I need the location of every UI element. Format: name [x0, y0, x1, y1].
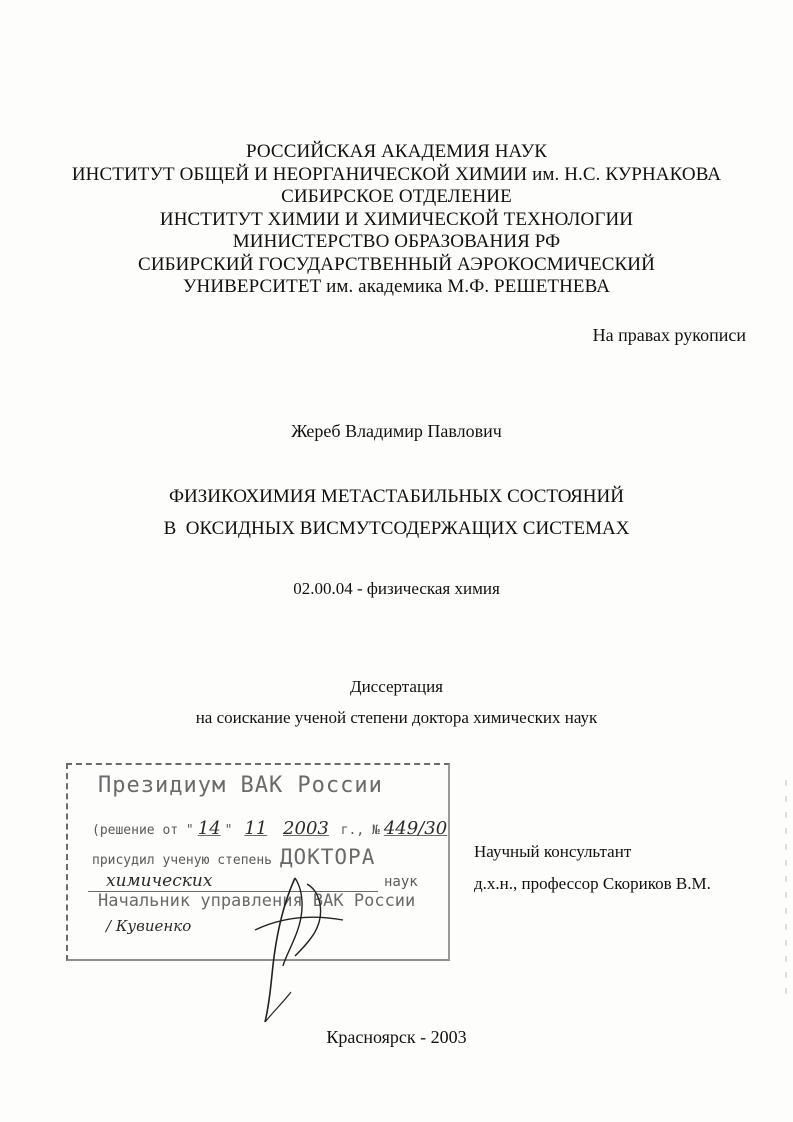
scan-edge-mark — [783, 780, 789, 1000]
title-line-1: ФИЗИКОХИМИЯ МЕТАСТАБИЛЬНЫХ СОСТОЯНИЙ — [169, 486, 624, 507]
author-name: Жереб Владимир Павлович — [291, 421, 502, 441]
stamp-science: химических — [88, 871, 378, 892]
handwritten-signature — [225, 870, 365, 1030]
stamp-decision-line — [92, 818, 451, 839]
stamp-number-prefix: г., № — [340, 823, 380, 838]
stamp-month: 11 — [244, 818, 268, 839]
header-line-institute: ИНСТИТУТ ОБЩЕЙ И НЕОРГАНИЧЕСКОЙ ХИМИИ им. Н.С. КУРНАКОВА — [71, 163, 722, 185]
stamp-year: 2003 — [283, 818, 329, 839]
stamp-number: 449/30 — [383, 818, 448, 839]
specialty-code: 02.00.04 - физическая химия — [293, 579, 500, 598]
consultant-name: д.х.н., профессор Скориков В.М. — [474, 874, 711, 893]
document-type: Диссертация — [349, 677, 443, 696]
manuscript-note: На правах рукописи — [592, 325, 746, 345]
header-line-university: СИБИРСКИЙ ГОСУДАРСТВЕННЫЙ АЭРОКОСМИЧЕСКИЙ — [138, 253, 655, 275]
header-line-university-name: УНИВЕРСИТЕТ им. академика М.Ф. РЕШЕТНЕВА — [182, 276, 611, 297]
city-year: Красноярск - 2003 — [326, 1027, 467, 1047]
title-line-2: В ОКСИДНЫХ ВИСМУТСОДЕРЖАЩИХ СИСТЕМАХ — [163, 518, 630, 539]
stamp-signature-name: / Кувиенко — [106, 917, 192, 935]
stamp-science-suffix: наук — [384, 874, 418, 890]
stamp-quote: " — [224, 823, 233, 838]
stamp-awarded-prefix: присудил ученую степень — [92, 853, 273, 868]
stamp-head-title: Начальник управления ВАК России — [98, 891, 416, 911]
degree-purpose: на соискание ученой степени доктора химических наук — [195, 708, 598, 727]
organization-header — [0, 141, 793, 299]
consultant-label: Научный консультант — [474, 842, 632, 861]
stamp-day: 14 — [197, 818, 221, 839]
scientific-consultant — [474, 836, 711, 900]
stamp-title: Президиум ВАК России — [98, 773, 383, 798]
stamp-degree: ДОКТОРА — [279, 845, 376, 869]
header-line-ministry: МИНИСТЕРСТВО ОБРАЗОВАНИЯ РФ — [232, 231, 561, 252]
header-line-academy: РОССИЙСКАЯ АКАДЕМИЯ НАУК — [245, 141, 548, 162]
header-line-chem-institute: ИНСТИТУТ ХИМИИ И ХИМИЧЕСКОЙ ТЕХНОЛОГИИ — [159, 208, 634, 230]
stamp-awarded-line — [92, 845, 375, 869]
stamp-decision-prefix: (решение от " — [92, 823, 194, 838]
dissertation-title — [0, 481, 793, 545]
header-line-branch: СИБИРСКОЕ ОТДЕЛЕНИЕ — [281, 186, 512, 207]
